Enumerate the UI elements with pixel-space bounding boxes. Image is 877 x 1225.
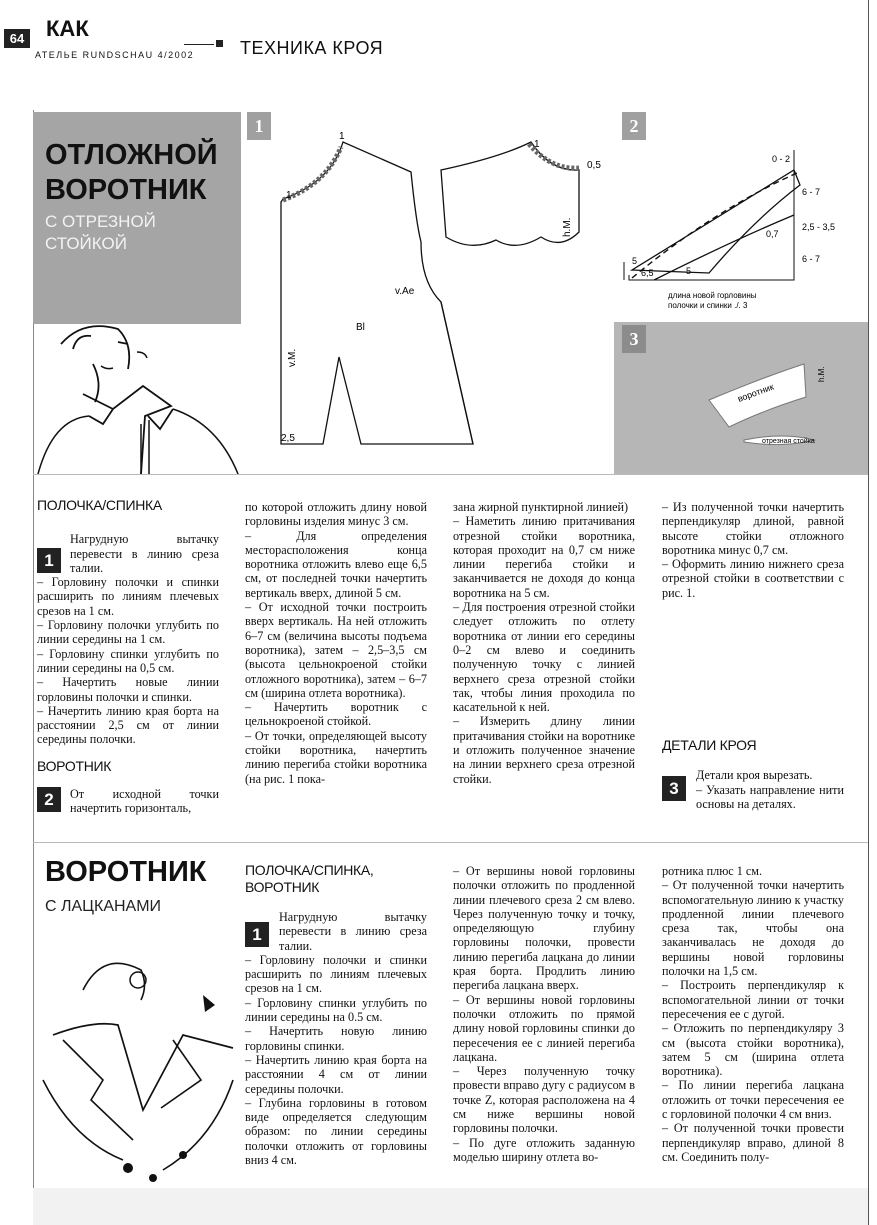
footer-band <box>33 1188 868 1225</box>
fig3-label-collar: воротник <box>736 381 775 404</box>
fig1-label-bl: Bl <box>356 322 365 333</box>
instruction: – Из полученной точки начертить перпендикуляр длиной, равной высоте стойки отложного воротника минус 0,7 см. <box>662 500 844 557</box>
step-3-badge: 3 <box>662 776 686 801</box>
column-4 <box>662 500 844 600</box>
instruction: – От вершины новой горловины полочки отложить по продленной линии плечевого среза 2 см влево. Через полученную точку и точку, определяющую глубину горловины полочки, провести линию перегиба лацкана до линии края борта. Продлить линию перегиба лацкана вверх. <box>453 864 635 993</box>
divider-1 <box>33 474 868 475</box>
fig2-label-67b: 6 - 7 <box>802 254 821 264</box>
fig2-label-2535: 2,5 - 3,5 <box>802 222 836 232</box>
instruction: – От полученной точки начертить вспомогательную линию к участку продленной линии плечевого среза так, чтобы она заканчивалась не доходя до вершины новой горловины полочки на 1,5 см. <box>662 878 844 979</box>
s2-step-1-badge: 1 <box>245 922 269 947</box>
fig1-label-vm: v.M. <box>287 348 298 367</box>
instruction: – По линии перегиба лацкана отложить от точки пересечения ее с горловиной полочки 4 см вниз. <box>662 1078 844 1122</box>
fig2-label-5a: 5 <box>632 256 638 266</box>
fig2-label-07: 0,7 <box>766 229 779 239</box>
fig1-label-05: 0,5 <box>587 160 601 171</box>
fig1-label-1a: 1 <box>339 131 345 142</box>
figure2-collar-draft <box>614 140 868 322</box>
step-3-item: – Указать направление нити основы на деталях. <box>696 782 844 811</box>
section2-subtitle: С ЛАЦКАНАМИ <box>45 898 162 915</box>
fig3-label-stand: отрезная стойка <box>762 438 815 445</box>
instruction: – Горловину спинки углубить по линии середины на 0,5 см. <box>37 646 219 675</box>
figure2-number: 2 <box>622 112 646 140</box>
instruction: – Горловину спинки углубить по линии середины на 0.5 см. <box>245 995 427 1025</box>
fig1-label-vae: v.Ae <box>395 286 415 297</box>
divider-2 <box>33 842 868 843</box>
s2-column-2 <box>453 864 635 1164</box>
s2-column-1 <box>245 862 427 1167</box>
instruction: – Горловину полочки углубить по линии середины на 1 см. <box>37 618 219 647</box>
fig3-label-mark: h.M. <box>817 366 826 382</box>
fig2-caption-line2: полочки и спинки ./. 3 <box>668 301 748 310</box>
instruction: – По дуге отложить заданную моделью ширину отлета во- <box>453 1135 635 1164</box>
figure3-number: 3 <box>622 325 646 353</box>
fig2-caption-line1: длина новой горловины <box>668 291 757 300</box>
instruction: – Наметить линию притачивания отрезной стойки воротника, которая проходит на 0,7 см ниже линии перегиба стойки и заканчивается не доходя до конца воротника на 5 см. <box>453 514 635 600</box>
heading-front-back-collar: ПОЛОЧКА/СПИНКА, ВОРОТНИК <box>245 862 374 895</box>
column-2 <box>245 500 427 786</box>
instruction: – От полученной точки провести перпендикуляр вправо, длиной 8 см. Соединить полу- <box>662 1121 844 1164</box>
s2-column-3 <box>662 864 844 1164</box>
instruction: – Глубина горловины в готовом виде определяется следующим образом: по линии середины полочки отложить от горловины вниз 4 см. <box>245 1095 427 1168</box>
heading-cut-details: ДЕТАЛИ КРОЯ <box>662 737 757 753</box>
column-1 <box>37 498 219 816</box>
instruction: зана жирной пунктирной линией) <box>453 500 629 514</box>
instruction: ротника плюс 1 см. <box>662 864 763 878</box>
column-3 <box>453 500 635 786</box>
header-rule <box>184 44 214 45</box>
instruction: – Горловину полочки и спинки расширить по линиям плечевых срезов на 1 см. <box>37 575 219 618</box>
header-bullet <box>216 40 223 47</box>
instruction: – Для определения месторасположения конца воротника отложить влево еще 6,5 см, от последней точки начертить вертикаль вверх, длиной 5 см. <box>245 528 427 600</box>
section-label: КАК <box>46 16 89 41</box>
fig2-label-67a: 6 - 7 <box>802 187 821 197</box>
fig1-label-25: 2,5 <box>281 433 295 444</box>
instruction: – Измерить длину линии притачивания стойки на воротнике и отложить полученное значение на линии верхнего среза отрезной стойки. <box>453 714 635 786</box>
page-frame-right <box>868 0 869 1225</box>
instruction: – От точки, определяющей высоту стойки воротника, начертить линию перегиба стойки воротника (на рис. 1 пока- <box>245 728 427 786</box>
figure1-number: 1 <box>247 112 271 140</box>
instruction: – Через полученную точку провести вправо дугу с радиусом в точке Z, которая расположена на 4 см ниже вершины новой горловины полочки. <box>453 1064 635 1136</box>
step-2-text: От исходной точки начертить горизонталь, <box>70 787 219 816</box>
fig2-label-02: 0 - 2 <box>772 154 791 164</box>
s2-step-1-text: Нагрудную вытачку перевести в линию среза талии. <box>279 910 427 953</box>
instruction: – Начертить линию края борта на расстоянии 2,5 см от линии середины полочки. <box>37 703 219 747</box>
step-1-text: Нагрудную вытачку перевести в линию среза талии. <box>70 532 219 575</box>
instruction: – От исходной точки построить вверх вертикаль. На ней отложить 6–7 см (величина высоты подъема воротника), затем – 2,5–3,5 см (высота цельнокроеной стойки отложного воротника), затем – 6–7 см (ширина отлета воротника). <box>245 600 427 700</box>
instruction: – Для построения отрезной стойки следует отложить по отлету воротника от линии его середины 0–2 см влево и соединить полученную точку с линией верхнего среза отрезной стойки так, чтобы линия проходила по касательной к ней. <box>453 600 635 715</box>
step-2-badge: 2 <box>37 787 61 812</box>
fig1-label-1c: 1 <box>534 139 540 150</box>
instruction: – Начертить линию края борта на расстоянии 4 см от линии середины полочки. <box>245 1052 427 1096</box>
section1-subtitle: С ОТРЕЗНОЙ СТОЙКОЙ <box>45 212 156 253</box>
fig2-label-5b: 5 <box>686 266 692 276</box>
instruction: – Оформить линию нижнего среза отрезной стойки в соответствии с рис. 1. <box>662 557 844 600</box>
instruction: – Отложить по перпендикуляру 3 см (высота стойки воротника), затем 5 см (ширина отлета воротника). <box>662 1021 844 1079</box>
section2-title: ВОРОТНИК <box>45 856 207 888</box>
heading-collar: ВОРОТНИК <box>37 757 112 774</box>
cut-details-block <box>662 738 844 811</box>
heading-front-back: ПОЛОЧКА/СПИНКА <box>37 497 162 513</box>
magazine-name: АТЕЛЬЕ RUNDSCHAU 4/2002 <box>35 50 195 60</box>
section1-title: ОТЛОЖНОЙ ВОРОТНИК <box>45 139 218 206</box>
figure3-cut-pieces <box>614 322 868 474</box>
lapel-collar-illustration <box>33 940 241 1188</box>
woman-collar-illustration <box>33 324 241 474</box>
step-1-badge: 1 <box>37 548 61 573</box>
instruction: по которой отложить длину новой горловины изделия минус 3 см. <box>245 500 427 529</box>
instruction: – Построить перпендикуляр к вспомогательной линии от точки пересечения ее с дугой. <box>662 978 844 1021</box>
instruction: – Начертить новые линии горловины полочки и спинки. <box>37 675 219 704</box>
fig1-label-1b: 1 <box>286 190 292 201</box>
fig2-label-65: 6,5 <box>641 268 654 278</box>
fig1-label-hm: h.M. <box>562 217 573 237</box>
instruction: – Начертить воротник с цельнокроеной стойкой. <box>245 700 427 729</box>
step-3-text: Детали кроя вырезать. <box>696 768 813 783</box>
page-number: 64 <box>4 29 30 48</box>
instruction: – От вершины новой горловины полочки отложить по прямой длину новой горловины спинки до пересечения ее с линией перегиба лацкана. <box>453 992 635 1064</box>
rubric-title: ТЕХНИКА КРОЯ <box>240 38 384 58</box>
instruction: – Горловину полочки и спинки расширить по линиям плечевых срезов на 1 см. <box>245 952 427 996</box>
instruction: – Начертить новую линию горловины спинки. <box>245 1024 427 1053</box>
figure1-pattern <box>261 112 614 474</box>
